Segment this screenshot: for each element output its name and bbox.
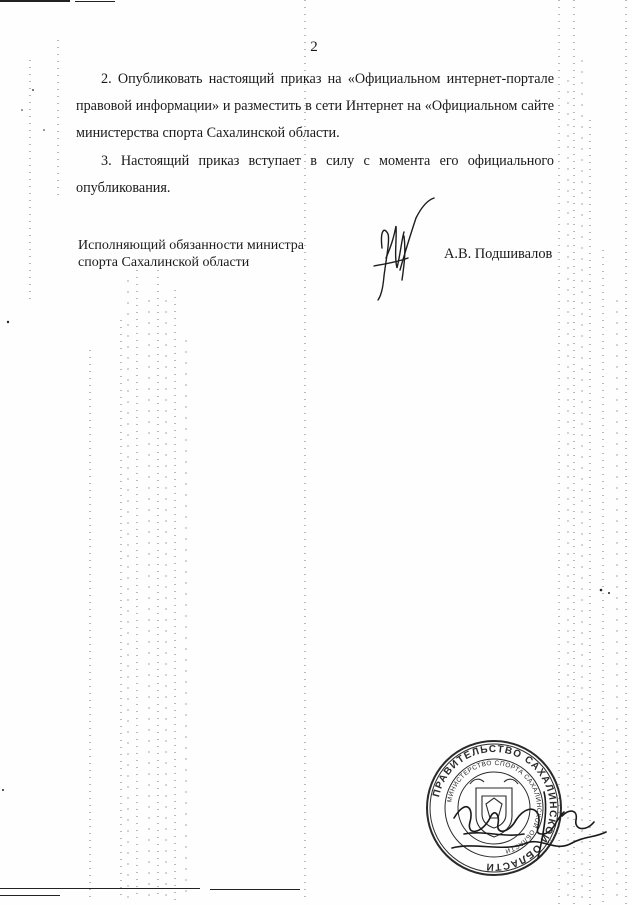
seal-inner-text: МИНИСТЕРСТВО СПОРТА САХАЛИНСКОЙ ОБЛАСТИ bbox=[446, 759, 543, 855]
seal-outer-text: ПРАВИТЕЛЬСТВО САХАЛИНСКОЙ ОБЛАСТИ bbox=[431, 743, 559, 873]
seal-signature-scribble bbox=[444, 778, 614, 878]
paragraph-3: 3. Настоящий приказ вступает в силу с момента его официального опубликования. bbox=[76, 153, 554, 196]
signatory-position: Исполняющий обязанности министра спорта Сахалинской области bbox=[78, 238, 304, 270]
page-number: 2 bbox=[310, 39, 318, 55]
paragraph-2: 2. Опубликовать настоящий приказ на «Официальном интернет-портале правовой информации» и разместить в сети Интернет на «Официальном сайте министерства спорта Сахалинской области. bbox=[76, 71, 554, 141]
signatory-name: А.В. Подшивалов bbox=[444, 246, 553, 262]
handwritten-signature bbox=[364, 196, 444, 302]
